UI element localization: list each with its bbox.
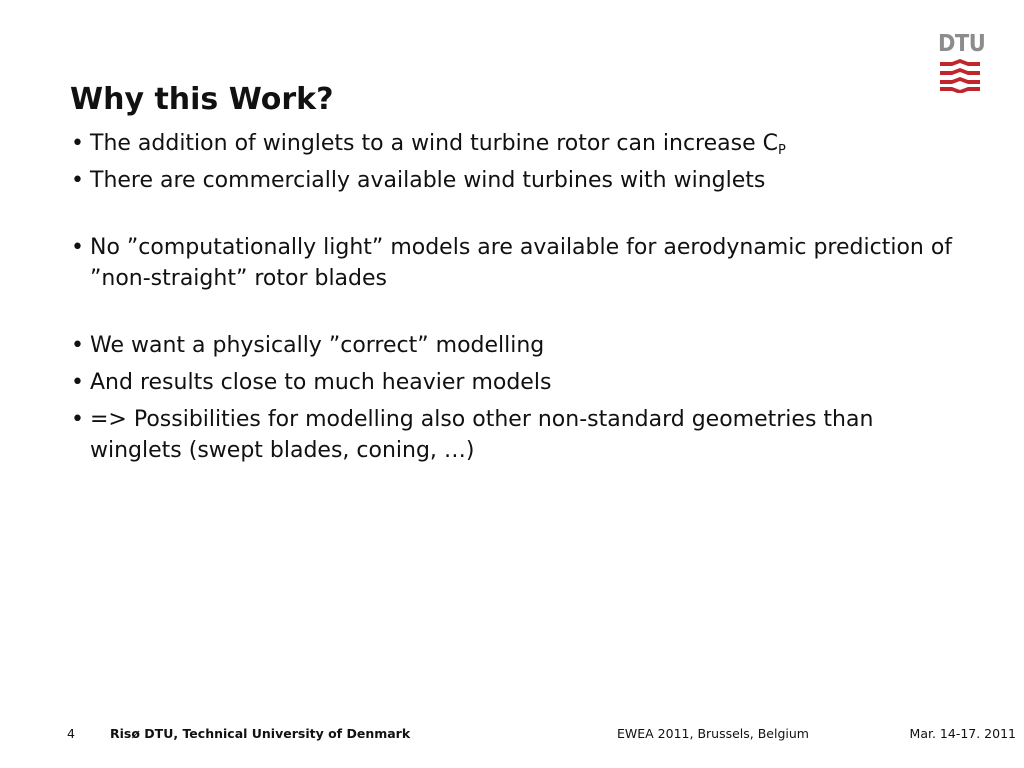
slide-footer: [0, 724, 1024, 744]
bullet-text: And results close to much heavier models: [90, 370, 552, 395]
logo-text: DTU: [938, 29, 986, 57]
bullet-text: No ”computationally light” models are available for aerodynamic prediction of ”non-straight” rotor blades: [90, 235, 953, 291]
bullet-item: [70, 404, 970, 466]
dtu-logo: [938, 29, 986, 93]
bullet-text: We want a physically ”correct” modelling: [90, 333, 545, 358]
bullet-item: [70, 232, 970, 294]
bullet-item: [70, 330, 970, 361]
page-number: 4: [67, 726, 75, 741]
event-date: Mar. 14-17. 2011: [909, 726, 1016, 741]
dtu-wave-mark-icon: [938, 59, 982, 93]
bullet-text: => Possibilities for modelling also other non-standard geometries than winglets (swept blades, coning, …): [90, 407, 874, 463]
organization-name: Risø DTU, Technical University of Denmark: [110, 726, 411, 741]
bullet-item: [70, 128, 970, 159]
bullet-item: [70, 165, 970, 196]
bullet-item: [70, 367, 970, 398]
bullet-text: There are commercially available wind turbines with winglets: [90, 168, 766, 193]
event-name: EWEA 2011, Brussels, Belgium: [617, 726, 809, 741]
bullet-list: [70, 128, 970, 472]
bullet-subscript: P: [777, 143, 786, 158]
slide-title: Why this Work?: [70, 82, 334, 117]
bullet-text: The addition of winglets to a wind turbine rotor can increase C: [90, 131, 778, 156]
